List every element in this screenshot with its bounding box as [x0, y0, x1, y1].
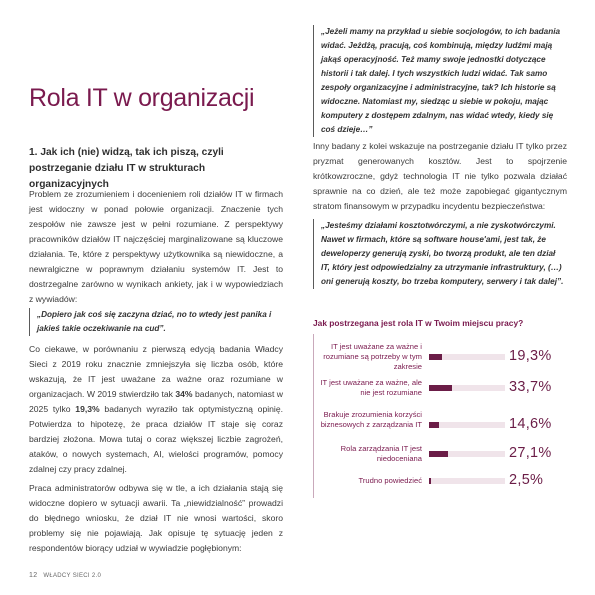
bar — [429, 422, 439, 428]
bar-label: Rola zarządzania IT jest niedoceniana — [340, 444, 422, 463]
paragraph-intro: Problem ze zrozumieniem i docenieniem roli działów IT w firmach jest widoczny w ponad połowie organizacji. Znaczenie tych zespołów nie zawsze jest w pełni rozumiane. Z perspektywy pracowników działów IT najczęściej marginalizowane są kluczowe działania. Te, które z perspektywy użytkownika są niewidoczne, a newralgiczne w poprawnym działaniu systemów IT. Jest to dostrzegalne zarówno w wynikach ankiety, jak i w wypowiedziach z wywiadów: — [29, 189, 283, 304]
paragraph-comparison — [29, 342, 283, 477]
stat-2019: 34% — [175, 389, 193, 399]
bar-track — [429, 422, 505, 428]
paragraph-comparison-part2: badanych, natomiast w 2025 tylko — [29, 389, 283, 414]
bar-label: IT jest uważane za ważne i rozumiane są potrzeby w tym zakresie — [323, 342, 422, 371]
bar-value-label: 14,6% — [509, 416, 552, 432]
bar-row — [314, 378, 568, 410]
bar-row — [314, 342, 568, 374]
bar-row — [314, 410, 568, 442]
paragraph-costs: Inny badany z kolei wskazuje na postrzeganie działu IT tylko przez pryzmat generowanych kosztów. Jest to spojrzenie krótkowzroczne, gdyż technologia IT nie tylko pozwala działać sprawnie na co dzień, ale też może zapobiegać gigantycznym stratom finansowym w przypadku incydentu bezpieczeństwa: — [313, 141, 567, 211]
bar-row — [314, 472, 568, 508]
bar-track — [429, 354, 505, 360]
page-title: Rola IT w organizacji — [29, 84, 255, 112]
section-heading: 1. Jak ich (nie) widzą, tak ich piszą, czyli postrzeganie działu IT w strukturach organizacyjnych — [29, 147, 224, 190]
quote-panic: „Dopiero jak coś się zaczyna dziać, no to wtedy jest panika i jakieś takie oczekiwanie na cud”. — [29, 308, 282, 336]
publication-name: WŁADCY SIECI 2.0 — [43, 573, 102, 579]
chart-title: Jak postrzegana jest rola IT w Twoim miejscu pracy? — [313, 318, 524, 328]
page-footer — [29, 572, 101, 579]
bar-chart — [313, 334, 568, 498]
paragraph-comparison-part1: Co ciekawe, w porównaniu z pierwszą edycją badania Władcy Sieci z 2019 roku znacznie zmniejszyła się liczba osób, które wskazują, że IT jest uważane za ważne oraz rozumiane w organizacjach. W 2019 stwierdziło tak — [29, 344, 283, 399]
quote-sociologists: „Jeżeli mamy na przykład u siebie socjologów, to ich badania widać. Jeżdżą, pracują, coś kombinują, między ludźmi mają jakąś operacyjność. Też mamy swoje jednostki dotyczące historii i tak dalej. I tych wszystkich ludzi widać. Tak samo zespoły organizacyjne i administracyjne, tak? Ich historie są widoczne. Natomiast my, siedząc u siebie w pokoju, mając komputery z dostępem zdalnym, nas widać wtedy, kiedy się coś dzieje…” — [313, 25, 566, 137]
bar-label: Brakuje zrozumienia korzyści biznesowych z zarządzania IT — [320, 410, 422, 429]
bar-value-label: 2,5% — [509, 472, 544, 488]
bar — [429, 451, 448, 457]
paragraph-invisibility: Praca administratorów odbywa się w tle, a ich działania stają się widoczne dopiero w sytuacji awarii. Ta „niewidzialność” prowadzi do błędnego wniosku, że dział IT nie wnosi wartości, skoro problemy się nie pojawiają. Jak opisuje tę sytuację jeden z respondentów biorący udział w wywiadzie pogłębionym: — [29, 483, 283, 553]
page-number: 12 — [29, 572, 38, 579]
bar-value-label: 33,7% — [509, 379, 552, 395]
bar-track — [429, 451, 505, 457]
paragraph-comparison-part3: badanych wyraziło tak optymistyczną opinię. Potwierdza to hipotezę, że praca działów IT staje się coraz bardziej złożona. Mowa tutaj o coraz większej liczbie zagrożeń, ataków, o nowych systemach, AI, wielości programów, pomocy zdalnej czy pracy zdalnej. — [29, 404, 283, 474]
bar — [429, 354, 442, 360]
bar-value-label: 27,1% — [509, 445, 552, 461]
bar-value-label: 19,3% — [509, 348, 552, 364]
bar-track — [429, 478, 505, 484]
bar — [429, 478, 431, 484]
quote-cost-centers: „Jesteśmy działami kosztotwórczymi, a nie zyskotwórczymi. Nawet w firmach, które są software house'ami, jest tak, że deweloperzy generują zyski, bo tworzą produkt, ale ten dział IT, który jest odpowiedzialny za utrzymanie infrastruktury, (…) oni generują koszty, bo trzeba komputery, serwery i tak dalej”. — [313, 219, 566, 289]
bar-label: Trudno powiedzieć — [358, 476, 422, 485]
bar-label: IT jest uważane za ważne, ale nie jest rozumiane — [320, 378, 422, 397]
stat-2025: 19,3% — [75, 404, 100, 414]
bar — [429, 385, 452, 391]
bar-track — [429, 385, 505, 391]
